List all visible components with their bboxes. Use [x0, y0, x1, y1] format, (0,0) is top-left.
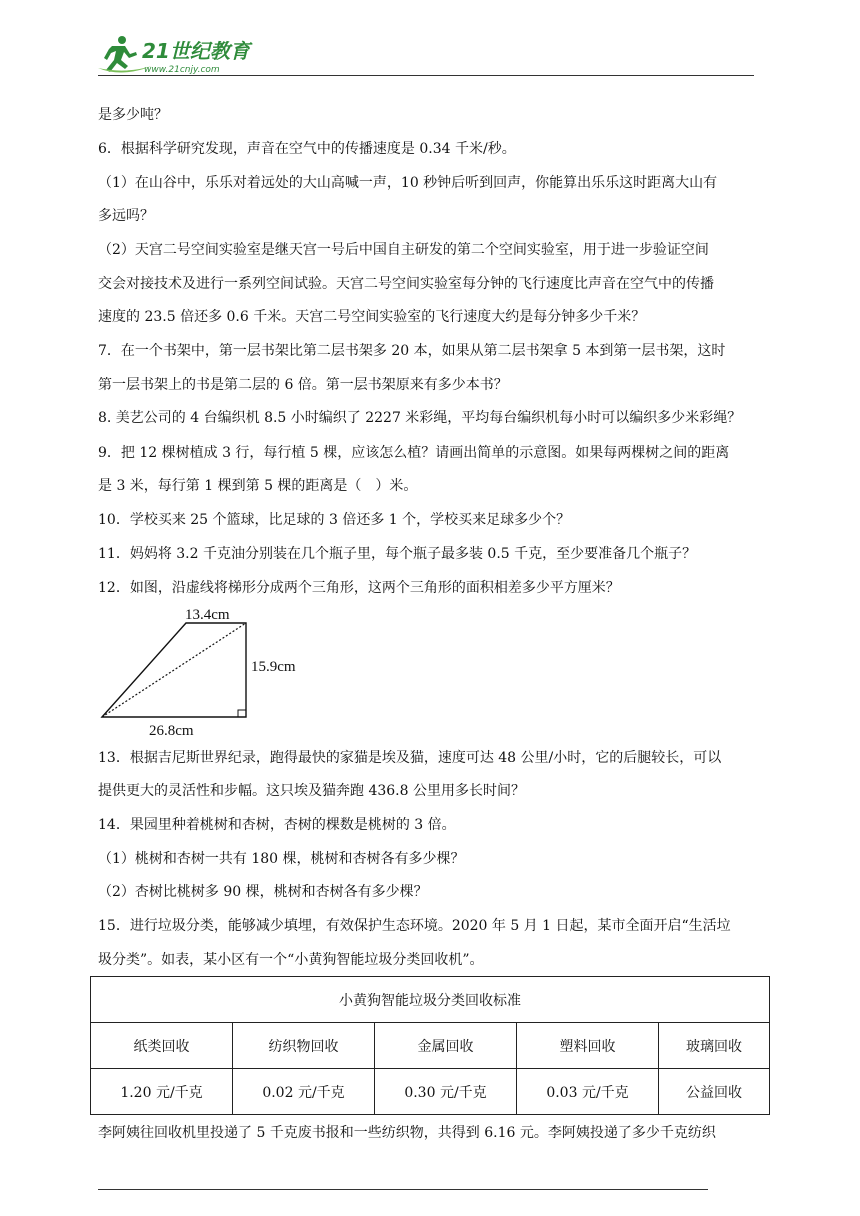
text-line: 13．根据吉尼斯世界纪录，跑得最快的家猫是埃及猫，速度可达 48 公里/小时，它的后腿较长，可以 — [98, 750, 722, 766]
text-line: （1）在山谷中，乐乐对着远处的大山高喊一声，10 秒钟后听到回声，你能算出乐乐这时距离大山有 — [98, 175, 718, 191]
text-line: 10．学校买来 25 个篮球，比足球的 3 倍还多 1 个，学校买来足球多少个？ — [98, 512, 571, 528]
text-line: 6．根据科学研究发现，声音在空气中的传播速度是 0.34 千米/秒。 — [98, 141, 516, 157]
table-cell: 0.02 元/千克 — [233, 1069, 375, 1115]
top-side-label: 13.4cm — [185, 607, 230, 623]
bottom-side-label: 26.8cm — [149, 723, 194, 739]
right-angle-mark — [238, 710, 246, 717]
logo — [92, 34, 262, 78]
table-header-cell: 塑料回收 — [517, 1023, 659, 1069]
text-line: 李阿姨往回收机里投递了 5 千克废书报和一些纺织物，共得到 6.16 元。李阿姨投递了多少千克纺织 — [98, 1125, 716, 1141]
text-line: 8. 美艺公司的 4 台编织机 8.5 小时编织了 2227 米彩绳，平均每台编织机每小时可以编织多少米彩绳？ — [98, 410, 742, 426]
table-cell: 0.03 元/千克 — [517, 1069, 659, 1115]
text-line: （2）杏树比桃树多 90 棵，桃树和杏树各有多少棵？ — [98, 884, 428, 900]
table-header-cell: 纺织物回收 — [233, 1023, 375, 1069]
text-line: 15．进行垃圾分类，能够减少填埋，有效保护生态环境。2020 年 5 月 1 日起，某市全面开启“生活垃 — [98, 918, 731, 934]
header-rule — [98, 75, 754, 76]
text-line: （1）桃树和杏树一共有 180 棵，桃树和杏树各有多少棵？ — [98, 851, 465, 867]
text-line: 11．妈妈将 3.2 千克油分别装在几个瓶子里，每个瓶子最多装 0.5 千克，至少要准备几个瓶子？ — [98, 546, 697, 562]
text-line: 12．如图，沿虚线将梯形分成两个三角形，这两个三角形的面积相差多少平方厘米？ — [98, 580, 620, 596]
text-line: 是多少吨？ — [98, 107, 168, 123]
text-line: 交会对接技术及进行一系列空间试验。天宫二号空间实验室每分钟的飞行速度比声音在空气中的传播 — [98, 276, 714, 292]
text-line: 圾分类”。如表，某小区有一个“小黄狗智能垃圾分类回收机”。 — [98, 952, 484, 968]
footer-rule — [98, 1189, 708, 1190]
text-line: 14．果园里种着桃树和杏树，杏树的棵数是桃树的 3 倍。 — [98, 817, 456, 833]
table-title: 小黄狗智能垃圾分类回收标准 — [91, 977, 770, 1023]
table-header-cell: 纸类回收 — [91, 1023, 233, 1069]
table-row — [91, 1069, 770, 1115]
text-line: 是 3 米，每行第 1 棵到第 5 棵的距离是（ ）米。 — [98, 478, 418, 494]
text-line: 速度的 23.5 倍还多 0.6 千米。天宫二号空间实验室的飞行速度大约是每分钟多少千米？ — [98, 309, 646, 325]
right-side-label: 15.9cm — [251, 659, 296, 675]
text-line: （2）天宫二号空间实验室是继天宫一号后中国自主研发的第二个空间实验室，用于进一步验证空间 — [98, 242, 709, 258]
table-cell: 公益回收 — [659, 1069, 770, 1115]
table-header-cell: 金属回收 — [375, 1023, 517, 1069]
text-line: 多远吗？ — [98, 208, 154, 224]
table-cell: 0.30 元/千克 — [375, 1069, 517, 1115]
trapezoid-figure — [98, 600, 318, 740]
table-header-cell: 玻璃回收 — [659, 1023, 770, 1069]
recycling-standard-table — [90, 976, 770, 1115]
logo-name: 21世纪教育 — [142, 39, 250, 63]
text-line: 第一层书架上的书是第二层的 6 倍。第一层书架原来有多少本书？ — [98, 377, 508, 393]
table-row — [91, 1023, 770, 1069]
text-line: 9．把 12 棵树植成 3 行，每行植 5 棵，应该怎么植？请画出简单的示意图。如果每两棵树之间的距离 — [98, 445, 730, 461]
text-line: 提供更大的灵活性和步幅。这只埃及猫奔跑 436.8 公里用多长时间？ — [98, 783, 525, 799]
table-cell: 1.20 元/千克 — [91, 1069, 233, 1115]
text-line: 7．在一个书架中，第一层书架比第二层书架多 20 本，如果从第二层书架拿 5 本到第一层书架，这时 — [98, 343, 726, 359]
logo-url: www.21cnjy.com — [144, 65, 220, 75]
